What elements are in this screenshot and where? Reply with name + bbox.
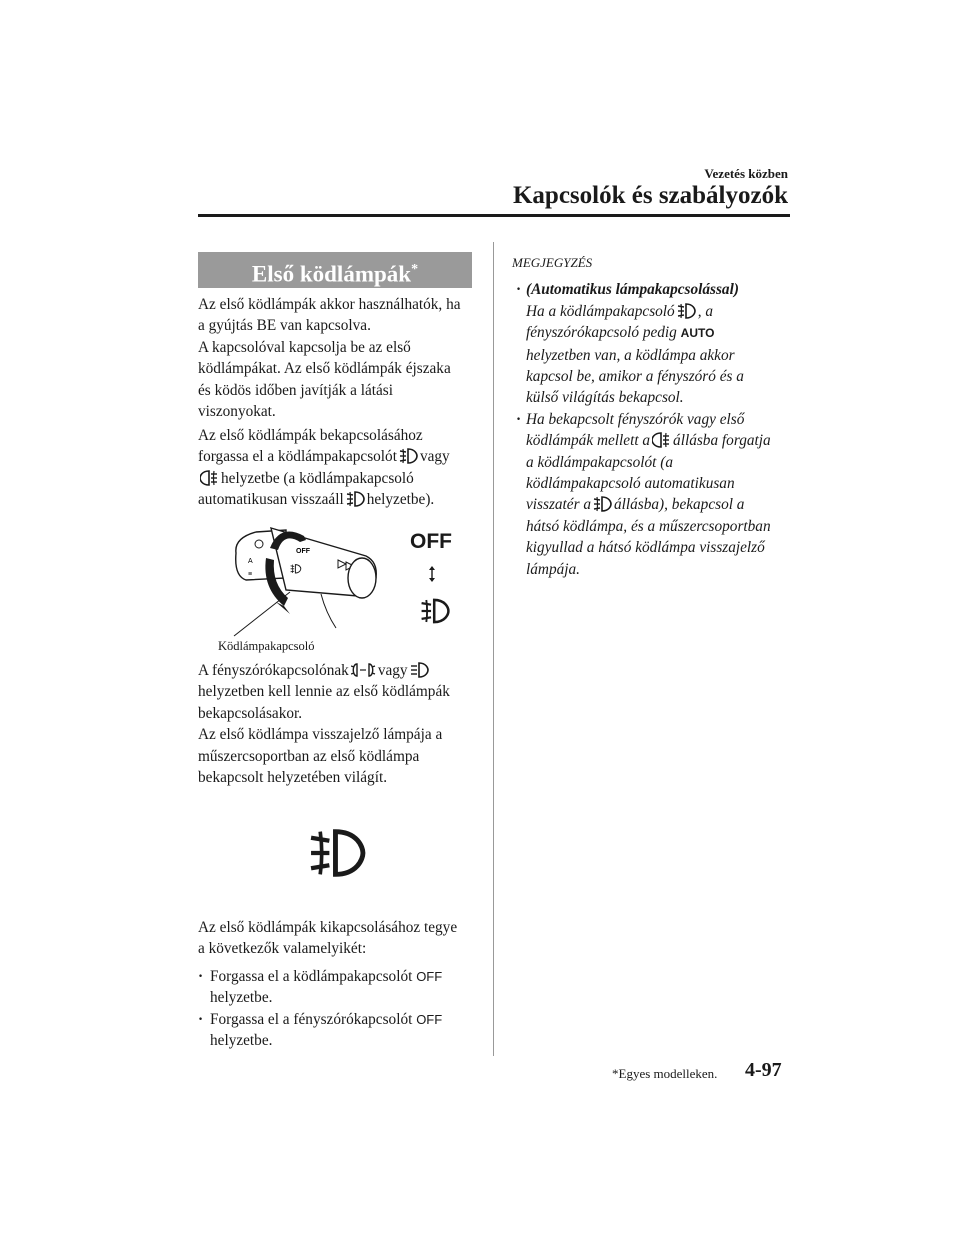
svg-text:OFF: OFF [296, 548, 310, 555]
headlight-line: bekapcsolásakor. [198, 704, 303, 722]
rear-fog-icon [200, 470, 219, 486]
note-line: hátsó ködlámpa, és a műszercsoportban [526, 517, 771, 535]
intro-line: ködlámpákat. Az első ködlámpák éjszaka [198, 360, 451, 378]
headlight-line: bekapcsolt helyzetében világít. [198, 769, 388, 787]
note-line: kapcsol be, amikor a fényszóró és a [526, 368, 744, 386]
note-line: Ha a ködlámpakapcsoló , a [526, 302, 713, 320]
note-line: ködlámpakapcsoló automatikusan [526, 475, 735, 493]
svg-text:A: A [248, 558, 253, 565]
turn-off-line: Az első ködlámpák kikapcsolásához tegye [198, 919, 458, 936]
list-item-cont: helyzetbe. [210, 1032, 273, 1050]
note-line: a ködlámpakapcsolót (a [526, 453, 673, 471]
note-box [512, 252, 792, 580]
fog-switch-illustration [226, 518, 396, 638]
note-line: kigyullad a hátsó ködlámpa visszajelző [526, 539, 765, 557]
note-line: · (Automatikus lámpakapcsolással) [512, 279, 792, 300]
note-line: fényszórókapcsoló pedig AUTO [526, 324, 715, 342]
turn-on-paragraph [198, 425, 490, 511]
turn-on-line: automatikusan visszaáll helyzetbe). [198, 491, 435, 509]
list-item: · Forgassa el a ködlámpakapcsolót OFF [198, 966, 490, 987]
note-line: lámpája. [526, 560, 580, 578]
page-number: 4-97 [745, 1059, 782, 1081]
headlight-line: Az első ködlámpa visszajelző lámpája a [198, 726, 443, 744]
note-line: külső világítás bekapcsol. [526, 389, 684, 407]
page-title: Kapcsolók és szabályozók [512, 182, 788, 209]
note-line: · Ha bekapcsolt fényszórók vagy első [512, 409, 792, 430]
auto-label: AUTO [680, 326, 715, 341]
rear-fog-icon [652, 432, 671, 448]
intro-line: viszonyokat. [198, 403, 276, 421]
intro-paragraph [198, 294, 490, 422]
headlight-line: műszercsoportban az első ködlámpa [198, 747, 420, 765]
front-fog-icon [346, 491, 365, 507]
note-heading: MEGJEGYZÉS [512, 255, 593, 270]
intro-line: és ködös időben javítják a látási [198, 381, 393, 399]
note-line: helyzetben van, a ködlámpa akkor [526, 346, 735, 364]
header-rule [198, 214, 790, 217]
headlight-paragraph [198, 660, 490, 788]
turn-on-line: forgassa el a ködlámpakapcsolót vagy [198, 448, 450, 466]
intro-line: A kapcsolóval kapcsolja be az első [198, 338, 411, 356]
list-item-cont: helyzetbe. [210, 989, 273, 1007]
front-fog-icon [399, 448, 418, 464]
banner-asterisk: * [411, 262, 419, 277]
footnote: *Egyes modelleken. [612, 1066, 718, 1081]
headlight-icon [410, 662, 429, 678]
front-fog-icon [677, 303, 696, 319]
list-item: · Forgassa el a fényszórókapcsolót OFF [198, 1009, 490, 1030]
switch-caption: Ködlámpakapcsoló [218, 639, 315, 653]
banner-title: Első ködlámpák [251, 261, 412, 287]
parking-light-icon [351, 662, 376, 678]
front-fog-icon [593, 496, 612, 512]
section-header: Vezetés közben [704, 166, 788, 181]
note-line: ködlámpák mellett a állásba forgatja [526, 432, 771, 450]
note-line: visszatér a állásba), bekapcsol a [526, 496, 745, 514]
off-position-label: OFF [410, 530, 452, 553]
turn-off-paragraph [198, 917, 490, 1051]
headlight-line: A fényszórókapcsolónak vagy [198, 660, 490, 681]
front-fog-indicator-icon [308, 824, 366, 882]
svg-text:≡: ≡ [248, 571, 253, 578]
intro-line: a gyújtás BE van kapcsolva. [198, 317, 371, 335]
turn-off-line: a következők valamelyikét: [198, 940, 367, 958]
turn-on-line: helyzetbe (a ködlámpakapcsoló [198, 468, 490, 489]
column-divider [493, 242, 494, 1056]
section-banner [198, 252, 472, 288]
turn-on-line: Az első ködlámpák bekapcsolásához [198, 427, 423, 444]
intro-line: Az első ködlámpák akkor használhatók, ha [198, 296, 461, 313]
headlight-line: helyzetben kell lennie az első ködlámpák [198, 683, 450, 701]
front-fog-position-icon [420, 596, 450, 626]
updown-arrow-icon [426, 566, 438, 582]
